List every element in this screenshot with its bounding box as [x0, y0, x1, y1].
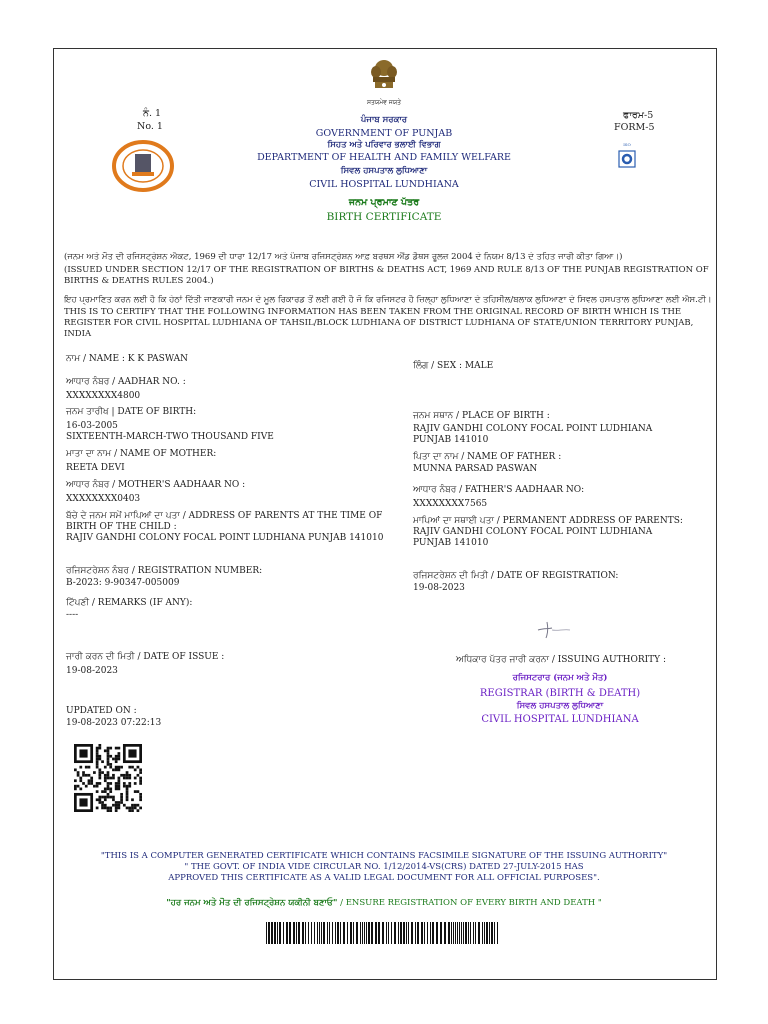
birth-address-label: ਬੱਚੇ ਦੇ ਜਨਮ ਸਮੇਂ ਮਾਪਿਆਂ ਦਾ ਪਤਾ / ADDRESS OF PARENTS AT THE TIME OF BIRTH OF THE CHILD : [66, 511, 383, 532]
registration-date-value: 19-08-2023 [413, 583, 465, 593]
issued-under-english: (ISSUED UNDER SECTION 12/17 OF THE REGISTRATION OF BIRTHS & DEATHS ACT, 1969 AND RULE 8/13 OF THE PUNJAB REGISTRATION OF BIRTHS & DEATHS RULES 2004.) [64, 265, 709, 286]
registration-number-value: B-2023: 9-90347-005009 [66, 578, 180, 588]
footer-slogan [0, 898, 768, 909]
hospital-english: CIVIL HOSPITAL LUNDHIANA [309, 179, 459, 190]
aadhar-value: XXXXXXXX4800 [66, 391, 141, 401]
issue-date-value: 19-08-2023 [66, 666, 118, 676]
mother-aadhaar-label: ਆਧਾਰ ਨੰਬਰ / MOTHER'S AADHAAR NO : [66, 480, 246, 490]
issue-date-field [66, 652, 366, 677]
qr-code [72, 744, 144, 812]
registration-date-field [413, 571, 693, 594]
birth-address-field [66, 511, 406, 544]
updated-on-label: UPDATED ON : [66, 706, 137, 716]
father-aadhaar-label: ਆਧਾਰ ਨੰਬਰ / FATHER'S AADHAAR NO: [413, 485, 585, 495]
iso-badge-label: ISO [623, 142, 631, 147]
national-emblem-icon [366, 58, 402, 98]
dob-field [66, 407, 396, 443]
hospital-punjabi: ਸਿਵਲ ਹਸਪਤਾਲ ਲੁਧਿਆਣਾ [340, 166, 428, 176]
updated-on-field [66, 706, 366, 729]
slogan-punjabi: "ਹਰ ਜਨਮ ਅਤੇ ਮੌਤ ਦੀ ਰਜਿਸਟ੍ਰੇਸ਼ਨ ਯਕੀਨੀ ਬਣਾਓ" [166, 898, 338, 908]
permanent-address-label: ਮਾਪਿਆਂ ਦਾ ਸਥਾਈ ਪਤਾ / PERMANENT ADDRESS OF PARENTS: [413, 516, 683, 526]
dept-punjabi: ਸਿਹਤ ਅਤੇ ਪਰਿਵਾਰ ਭਲਾਈ ਵਿਭਾਗ [327, 140, 441, 150]
mother-name-label: ਮਾਤਾ ਦਾ ਨਾਮ / NAME OF MOTHER: [66, 449, 217, 459]
slogan-english: / ENSURE REGISTRATION OF EVERY BIRTH AND DEATH " [337, 898, 602, 908]
mother-aadhaar-field [66, 480, 396, 505]
remarks-field [66, 598, 396, 621]
place-of-birth-value: RAJIV GANDHI COLONY FOCAL POINT LUDHIANA PUNJAB 141010 [413, 424, 653, 445]
dept-english: DEPARTMENT OF HEALTH AND FAMILY WELFARE [257, 152, 511, 163]
father-aadhaar-value: XXXXXXXX7565 [413, 499, 488, 509]
form-english: FORM-5 [614, 122, 655, 133]
remarks-value: ---- [66, 610, 79, 620]
registration-number-field [66, 566, 396, 589]
barcode [266, 922, 502, 944]
name-field: ਨਾਮ / NAME : K K PASWAN [66, 354, 189, 364]
registration-number-label: ਰਜਿਸਟਰੇਸ਼ਨ ਨੰਬਰ / REGISTRATION NUMBER: [66, 566, 263, 576]
authority-hospital-punjabi: ਸਿਵਲ ਹਸਪਤਾਲ ਲੁਧਿਆਣਾ [516, 701, 604, 711]
father-name-field [413, 452, 693, 475]
number-punjabi: ਨੰ. 1 [143, 108, 162, 119]
form-punjabi: ਫਾਰਮ-5 [623, 110, 654, 121]
number-english: No. 1 [137, 121, 163, 132]
authority-punjabi-title: ਰਜਿਸਟਰਾਰ (ਜਨਮ ਅਤੇ ਮੌਤ) [512, 673, 608, 683]
remarks-label: ਟਿੱਪਣੀ / REMARKS (IF ANY): [66, 598, 193, 608]
issued-under-punjabi: (ਜਨਮ ਅਤੇ ਮੌਤ ਦੀ ਰਜਿਸਟ੍ਰੇਸ਼ਨ ਐਕਟ, 1969 ਦੀ ਧਾਰਾ 12/17 ਅਤੇ ਪੰਜਾਬ ਰਜਿਸਟ੍ਰੇਸ਼ਨ ਆਫ਼ ਬਰਥਸ ਐਂਡ ਡੈਥਸ ਰੂਲਜ਼ 2004 ਦੇ ਨਿਯਮ 8/13 ਦੇ ਤਹਿਤ ਜਾਰੀ ਕੀਤਾ ਗਿਆ।) [64, 252, 623, 262]
registrar-signature [534, 618, 574, 640]
aadhar-label: ਆਧਾਰ ਨੰਬਰ / AADHAR NO. : [66, 377, 186, 387]
footer-line-1: "THIS IS A COMPUTER GENERATED CERTIFICATE WHICH CONTAINS FACSIMILE SIGNATURE OF THE ISSUING AUTHORITY" [100, 851, 668, 861]
dob-label: ਜਨਮ ਤਾਰੀਖ | DATE OF BIRTH: [66, 407, 197, 417]
mother-name-value: REETA DEVI [66, 463, 125, 473]
footer-line-2: " THE GOVT. OF INDIA VIDE CIRCULAR NO. 1/12/2014-VS(CRS) DATED 27-JULY-2015 HAS [184, 862, 584, 872]
registration-date-label: ਰਜਿਸਟਰੇਸ਼ਨ ਦੀ ਮਿਤੀ / DATE OF REGISTRATION: [413, 571, 619, 581]
father-name-value: MUNNA PARSAD PASWAN [413, 464, 538, 474]
issue-date-label: ਜਾਰੀ ਕਰਨ ਦੀ ਮਿਤੀ / DATE OF ISSUE : [66, 652, 225, 662]
aadhar-field [66, 377, 396, 402]
permanent-address-value: RAJIV GANDHI COLONY FOCAL POINT LUDHIANA PUNJAB 141010 [413, 527, 653, 548]
mother-aadhaar-value: XXXXXXXX0403 [66, 494, 141, 504]
father-aadhaar-field [413, 485, 693, 510]
place-of-birth-field [413, 411, 693, 446]
govt-punjabi: ਪੰਜਾਬ ਸਰਕਾਰ [360, 115, 408, 125]
dob-value: 16-03-2005 [66, 421, 118, 431]
govt-english: GOVERNMENT OF PUNJAB [315, 128, 453, 139]
issuing-authority-label: ਅਧਿਕਾਰ ਪੱਤਰ ਜਾਰੀ ਕਰਨਾ / ISSUING AUTHORITY : [456, 655, 667, 665]
father-name-label: ਪਿਤਾ ਦਾ ਨਾਮ / NAME OF FATHER : [413, 452, 562, 462]
authority-english-title: REGISTRAR (BIRTH & DEATH) [479, 688, 641, 699]
certify-punjabi: ਇਹ ਪ੍ਰਮਾਣਿਤ ਕਰਨ ਲਈ ਹੈ ਕਿ ਹੇਠਾਂ ਦਿੱਤੀ ਜਾਣਕਾਰੀ ਜਨਮ ਦੇ ਮੂਲ ਰਿਕਾਰਡ ਤੋਂ ਲਈ ਗਈ ਹੈ ਜੋ ਕਿ ਰਜਿਸਟਰ ਹੈ ਜ਼ਿਲ੍ਹਾ ਲੁਧਿਆਣਾ ਦੇ ਤਹਿਸੀਲ/ਬਲਾਕ ਲੁਧਿਆਣਾ ਦੇ ਸਿਵਲ ਹਸਪਤਾਲ ਲੁਧਿਆਣਾ ਲਈ ਐਸ.ਟੀ। [64, 295, 712, 305]
authority-hospital-english: CIVIL HOSPITAL LUNDHIANA [481, 714, 639, 725]
sex-field: ਲਿੰਗ / SEX : MALE [413, 361, 494, 371]
title-punjabi: ਜਨਮ ਪ੍ਰਮਾਣ ਪੱਤਰ [348, 197, 420, 208]
place-of-birth-label: ਜਨਮ ਸਥਾਨ / PLACE OF BIRTH : [413, 411, 550, 421]
birth-address-value: RAJIV GANDHI COLONY FOCAL POINT LUDHIANA PUNJAB 141010 [66, 533, 384, 543]
emblem-motto: ਸਤਯਮੇਵ ਜਯਤੇ [366, 99, 401, 106]
certify-english: THIS IS TO CERTIFY THAT THE FOLLOWING INFORMATION HAS BEEN TAKEN FROM THE ORIGINAL RECORD OF BIRTH WHICH IS THE REGISTER FOR CIVIL HOSPITAL LUDHIANA OF TAHSIL/BLOCK LUDHIANA OF DISTRICT LUDHIANA OF STATE/UNION TERRITORY PUNJAB, INDIA [64, 307, 694, 339]
updated-on-value: 19-08-2023 07:22:13 [66, 718, 162, 728]
mother-name-field [66, 449, 396, 474]
title-english: BIRTH CERTIFICATE [326, 211, 442, 223]
footer-line-3: APPROVED THIS CERTIFICATE AS A VALID LEGAL DOCUMENT FOR ALL OFFICIAL PURPOSES". [168, 873, 600, 883]
dob-words: SIXTEENTH-MARCH-TWO THOUSAND FIVE [66, 432, 274, 442]
permanent-address-field [413, 516, 693, 549]
